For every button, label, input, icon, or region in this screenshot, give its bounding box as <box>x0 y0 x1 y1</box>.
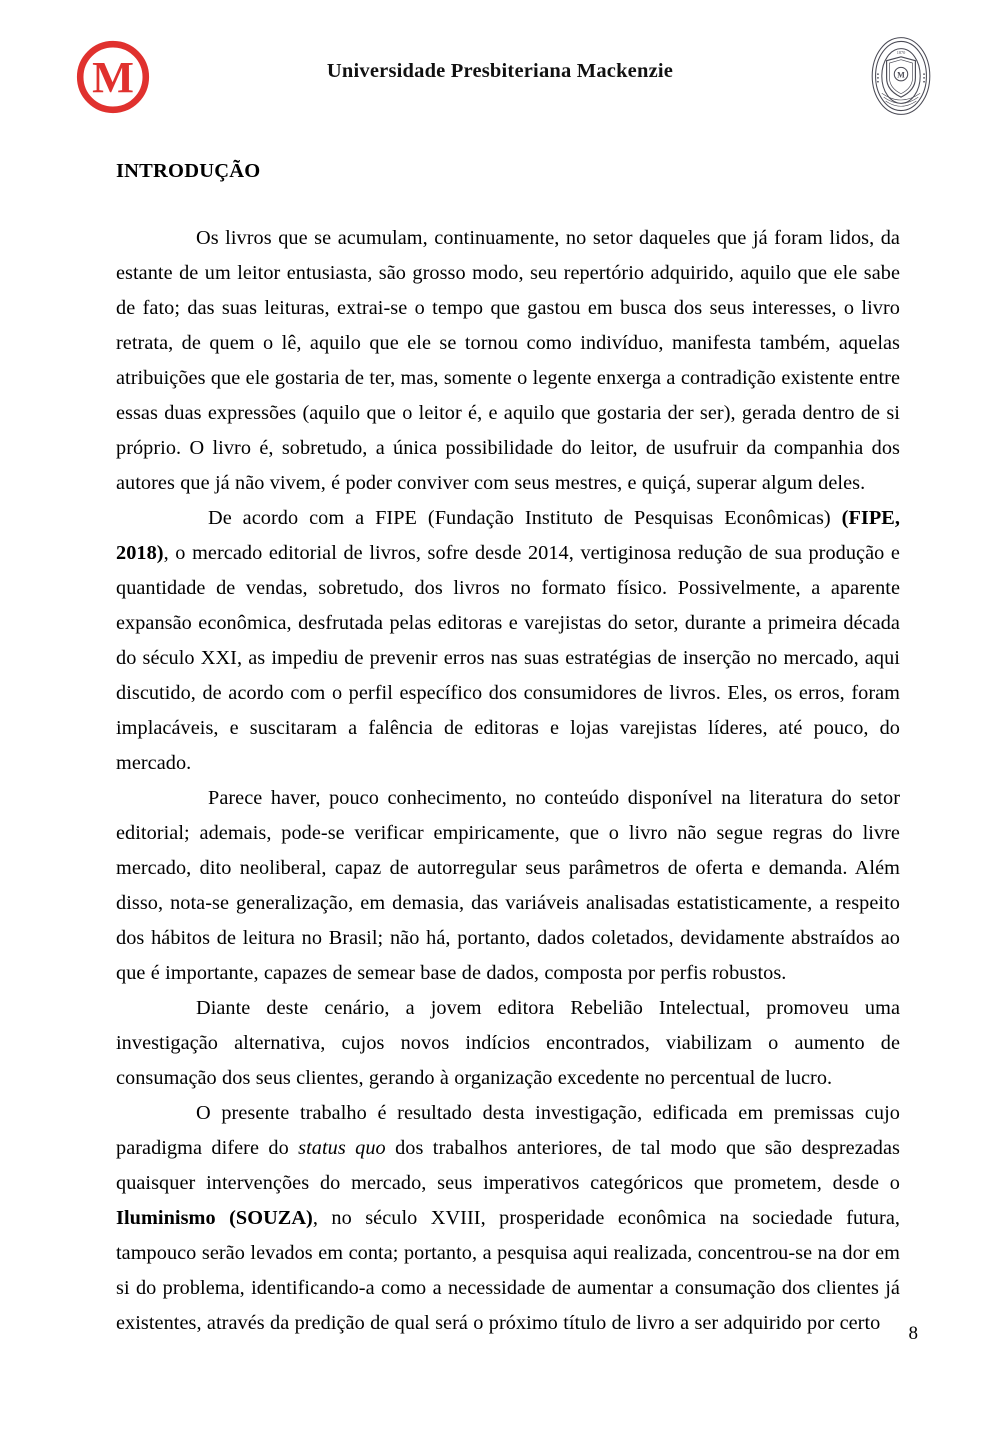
text-run: Parece haver, pouco conhecimento, no conteúdo disponível na literatura do setor editorial; ademais, pode-se verificar empiricamente, que o livro não segue regras do livre mercado, dito neoliberal, capaz de autorregular seus parâmetros de oferta e demanda. Além disso, nota-se generalização, em demasia, das variáveis analisadas estatisticamente, a respeito dos hábitos de leitura no Brasil; não há, portanto, dados coletados, devidamente abstraídos ao que é importante, capazes de semear base de dados, composta por perfis robustos. <box>116 787 900 984</box>
page-number: 8 <box>908 1323 918 1344</box>
section-heading: INTRODUÇÃO <box>116 160 261 182</box>
bold-run: Iluminismo (SOUZA) <box>116 1207 313 1229</box>
paragraph-1 <box>116 221 900 501</box>
text-run: , o mercado editorial de livros, sofre desde 2014, vertiginosa redução de sua produção e quantidade de vendas, sobretudo, dos livros no formato físico. Possivelmente, a aparente expansão econômica, desfrutada pelas editoras e varejistas do setor, durante a primeira década do século XXI, as impediu de prevenir erros nas suas estratégias de inserção no mercado, aqui discutido, de acordo com o perfil específico dos consumidores de livros. Eles, os erros, foram implacáveis, e suscitaram a falência de editoras e lojas varejistas líderes, até pouco, do mercado. <box>116 542 900 774</box>
page-header <box>0 0 1000 140</box>
text-run: dos trabalhos anteriores, de tal modo que são desprezadas quaisquer intervenções do mercado, seus imperativos categóricos que prometem, desde o <box>116 1137 900 1194</box>
text-run: Diante deste cenário, a jovem editora Rebelião Intelectual, promoveu uma investigação alternativa, cujos novos indícios encontrados, viabilizam o aumento de consumação dos seus clientes, gerando à organização excedente no percentual de lucro. <box>116 997 900 1089</box>
text-run: O presente trabalho é resultado desta investigação, edificada em premissas cujo paradigma difere do <box>116 1102 900 1159</box>
text-run: Os livros que se acumulam, continuamente, no setor daqueles que já foram lidos, da estante de um leitor entusiasta, são grosso modo, seu repertório adquirido, aquilo que ele sabe de fato; das suas leituras, extrai-se o tempo que gastou em busca dos seus interesses, o livro retrata, de quem o lê, aquilo que ele se tornou como indivíduo, manifesta também, aquelas atribuições que ele gostaria de ter, mas, somente o legente enxerga a contradição existente entre essas duas expressões (aquilo que o leitor é, e aquilo que gostaria der ser), gerada dentro de si próprio. O livro é, sobretudo, a única possibilidade do leitor, de usufruir da companhia dos autores que já não vivem, é poder conviver com seus mestres, e quiçá, superar algum deles. <box>116 227 900 494</box>
page-title: Universidade Presbiteriana Mackenzie <box>326 60 674 82</box>
paragraph-5 <box>116 1096 900 1341</box>
svg-text:1870: 1870 <box>896 49 906 55</box>
svg-text:M: M <box>92 52 134 102</box>
svg-text:M: M <box>897 70 905 80</box>
paragraph-3 <box>116 781 900 991</box>
bold-run: (FIPE, 2018) <box>116 507 900 564</box>
paragraph-4 <box>116 991 900 1096</box>
text-run: , no século XVIII, prosperidade econômica na sociedade futura, tampouco serão levados em conta; portanto, a pesquisa aqui realizada, concentrou-se na dor em si do problema, identificando-a como a necessidade de aumentar a consumação dos clientes já existentes, através da predição de qual será o próximo título de livro a ser adquirido por certo <box>116 1207 901 1334</box>
university-seal-icon <box>862 28 940 124</box>
document-body <box>116 160 900 1341</box>
text-run: De acordo com a FIPE (Fundação Instituto de Pesquisas Econômicas) <box>208 507 842 529</box>
paragraph-2 <box>116 501 900 781</box>
italic-run: status quo <box>298 1137 386 1159</box>
